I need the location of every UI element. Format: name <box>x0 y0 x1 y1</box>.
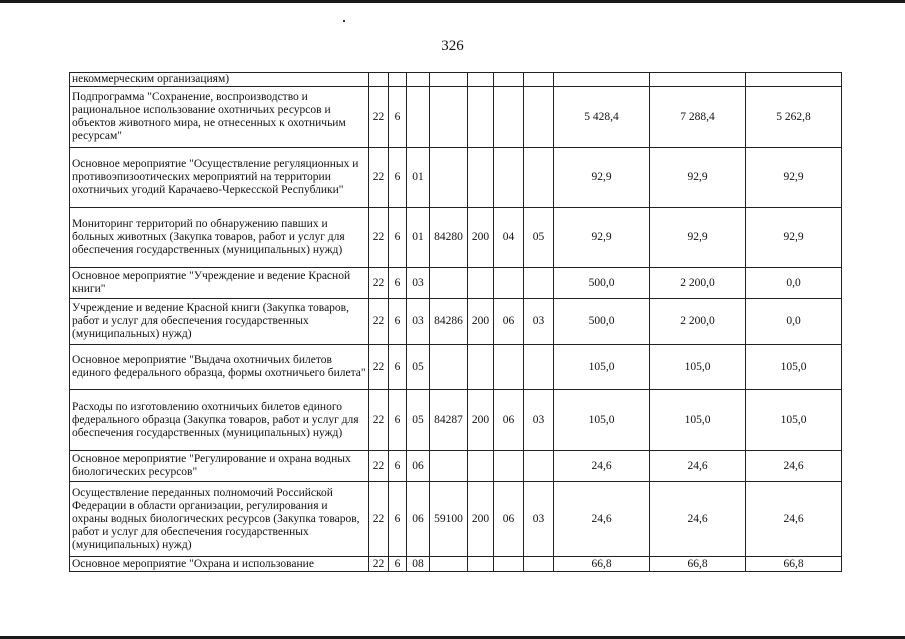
cell-code-1: 22 <box>369 345 389 390</box>
cell-code-3 <box>407 87 430 148</box>
budget-table <box>69 72 842 572</box>
cell-amount-3 <box>746 73 842 87</box>
cell-amount-2: 2 200,0 <box>650 299 746 345</box>
cell-name: Мониторинг территорий по обнаружению павших и больных животных (Закупка товаров, работ и услуг для обеспечения государственных (муниципальных) нужд) <box>70 208 369 268</box>
cell-code-5 <box>468 451 494 482</box>
cell-code-1: 22 <box>369 208 389 268</box>
cell-name: Основное мероприятие "Выдача охотничьих билетов единого федерального образца, формы охотничьего билета" <box>70 345 369 390</box>
cell-code-7: 03 <box>524 299 554 345</box>
table-row <box>70 148 842 208</box>
table-row <box>70 451 842 482</box>
cell-code-4: 84280 <box>430 208 468 268</box>
cell-name: некоммерческим организациям) <box>70 73 369 87</box>
table-row <box>70 390 842 451</box>
cell-code-2: 6 <box>389 482 407 557</box>
cell-code-4 <box>430 345 468 390</box>
cell-code-6 <box>494 345 524 390</box>
budget-table-body <box>70 73 842 572</box>
cell-code-7 <box>524 87 554 148</box>
cell-code-1: 22 <box>369 482 389 557</box>
cell-code-7: 03 <box>524 390 554 451</box>
cell-code-5 <box>468 73 494 87</box>
cell-code-6 <box>494 148 524 208</box>
cell-code-5: 200 <box>468 208 494 268</box>
cell-code-4 <box>430 557 468 572</box>
cell-amount-1: 92,9 <box>554 148 650 208</box>
cell-name: Основное мероприятие "Осуществление регуляционных и противоэпизоотических мероприятий на территории охотничьих угодий Карачаево-Черкесской Республики" <box>70 148 369 208</box>
cell-amount-2: 2 200,0 <box>650 268 746 299</box>
cell-code-2 <box>389 73 407 87</box>
page-number: 326 <box>441 38 464 54</box>
cell-code-7 <box>524 451 554 482</box>
cell-amount-2 <box>650 73 746 87</box>
cell-amount-2: 105,0 <box>650 345 746 390</box>
cell-code-3 <box>407 73 430 87</box>
cell-code-1 <box>369 73 389 87</box>
cell-amount-3: 92,9 <box>746 208 842 268</box>
cell-code-7 <box>524 268 554 299</box>
table-row <box>70 268 842 299</box>
cell-code-5 <box>468 557 494 572</box>
cell-code-6: 06 <box>494 482 524 557</box>
cell-code-6 <box>494 87 524 148</box>
cell-code-6 <box>494 451 524 482</box>
cell-amount-3: 24,6 <box>746 451 842 482</box>
cell-name: Основное мероприятие "Учреждение и ведение Красной книги" <box>70 268 369 299</box>
cell-code-5 <box>468 345 494 390</box>
cell-amount-2: 66,8 <box>650 557 746 572</box>
cell-code-7: 05 <box>524 208 554 268</box>
cell-code-1: 22 <box>369 557 389 572</box>
cell-amount-2: 92,9 <box>650 208 746 268</box>
cell-code-3: 06 <box>407 482 430 557</box>
cell-code-7: 03 <box>524 482 554 557</box>
cell-amount-1: 105,0 <box>554 345 650 390</box>
cell-code-3: 03 <box>407 268 430 299</box>
cell-code-4: 84287 <box>430 390 468 451</box>
table-row <box>70 345 842 390</box>
table-row <box>70 73 842 87</box>
table-row <box>70 208 842 268</box>
cell-code-1: 22 <box>369 451 389 482</box>
cell-code-7 <box>524 557 554 572</box>
cell-name: Расходы по изготовлению охотничьих билетов единого федерального образца (Закупка товаров, работ и услуг для обеспечения государственных (муниципальных) нужд) <box>70 390 369 451</box>
cell-code-6 <box>494 73 524 87</box>
cell-amount-3: 66,8 <box>746 557 842 572</box>
cell-name: Учреждение и ведение Красной книги (Закупка товаров, работ и услуг для обеспечения государственных (муниципальных) нужд) <box>70 299 369 345</box>
cell-code-3: 01 <box>407 208 430 268</box>
cell-code-4 <box>430 268 468 299</box>
cell-code-4 <box>430 451 468 482</box>
cell-code-1: 22 <box>369 390 389 451</box>
cell-code-5: 200 <box>468 299 494 345</box>
cell-code-2: 6 <box>389 268 407 299</box>
cell-code-6: 06 <box>494 390 524 451</box>
cell-name: Основное мероприятие "Регулирование и охрана водных биологических ресурсов" <box>70 451 369 482</box>
cell-code-4 <box>430 148 468 208</box>
cell-code-5 <box>468 148 494 208</box>
cell-code-3: 05 <box>407 390 430 451</box>
cell-amount-1 <box>554 73 650 87</box>
cell-code-1: 22 <box>369 268 389 299</box>
cell-code-2: 6 <box>389 208 407 268</box>
cell-amount-3: 5 262,8 <box>746 87 842 148</box>
cell-amount-2: 92,9 <box>650 148 746 208</box>
cell-amount-2: 24,6 <box>650 482 746 557</box>
cell-amount-1: 24,6 <box>554 451 650 482</box>
cell-code-6: 04 <box>494 208 524 268</box>
cell-amount-1: 24,6 <box>554 482 650 557</box>
cell-code-6 <box>494 268 524 299</box>
cell-amount-3: 105,0 <box>746 390 842 451</box>
cell-amount-3: 0,0 <box>746 268 842 299</box>
cell-code-2: 6 <box>389 451 407 482</box>
top-border-line <box>0 0 905 3</box>
cell-code-7 <box>524 148 554 208</box>
cell-code-4 <box>430 73 468 87</box>
table-row <box>70 482 842 557</box>
cell-code-1: 22 <box>369 299 389 345</box>
cell-amount-1: 105,0 <box>554 390 650 451</box>
cell-code-5: 200 <box>468 482 494 557</box>
cell-amount-3: 105,0 <box>746 345 842 390</box>
table-row <box>70 299 842 345</box>
cell-name: Осуществление переданных полномочий Российской Федерации в области организации, регулирования и охраны водных биологических ресурсов (Закупка товаров, работ и услуг для обеспечения государственных (муниципальных) нужд) <box>70 482 369 557</box>
cell-amount-1: 92,9 <box>554 208 650 268</box>
table-row <box>70 557 842 572</box>
cell-code-3: 01 <box>407 148 430 208</box>
cell-amount-3: 0,0 <box>746 299 842 345</box>
cell-code-4: 84286 <box>430 299 468 345</box>
cell-code-3: 08 <box>407 557 430 572</box>
cell-code-3: 06 <box>407 451 430 482</box>
cell-amount-3: 24,6 <box>746 482 842 557</box>
cell-amount-1: 500,0 <box>554 299 650 345</box>
cell-code-6 <box>494 557 524 572</box>
cell-amount-2: 7 288,4 <box>650 87 746 148</box>
cell-code-2: 6 <box>389 299 407 345</box>
table-row <box>70 87 842 148</box>
cell-name: Подпрограмма "Сохранение, воспроизводство и рациональное использование охотничьих ресурсов и объектов животного мира, не отнесенных к охотничьим ресурсам" <box>70 87 369 148</box>
cell-code-5 <box>468 268 494 299</box>
cell-code-3: 03 <box>407 299 430 345</box>
cell-code-4: 59100 <box>430 482 468 557</box>
cell-amount-2: 105,0 <box>650 390 746 451</box>
cell-code-4 <box>430 87 468 148</box>
cell-code-5 <box>468 87 494 148</box>
cell-code-1: 22 <box>369 87 389 148</box>
cell-code-5: 200 <box>468 390 494 451</box>
cell-code-2: 6 <box>389 345 407 390</box>
cell-code-2: 6 <box>389 557 407 572</box>
cell-code-2: 6 <box>389 148 407 208</box>
cell-code-1: 22 <box>369 148 389 208</box>
cell-amount-1: 5 428,4 <box>554 87 650 148</box>
cell-name: Основное мероприятие "Охрана и использование <box>70 557 369 572</box>
cell-code-3: 05 <box>407 345 430 390</box>
cell-amount-3: 92,9 <box>746 148 842 208</box>
cell-code-2: 6 <box>389 390 407 451</box>
cell-code-7 <box>524 73 554 87</box>
cell-code-2: 6 <box>389 87 407 148</box>
scan-speck <box>343 20 345 22</box>
cell-amount-2: 24,6 <box>650 451 746 482</box>
cell-code-7 <box>524 345 554 390</box>
cell-amount-1: 500,0 <box>554 268 650 299</box>
cell-amount-1: 66,8 <box>554 557 650 572</box>
cell-code-6: 06 <box>494 299 524 345</box>
